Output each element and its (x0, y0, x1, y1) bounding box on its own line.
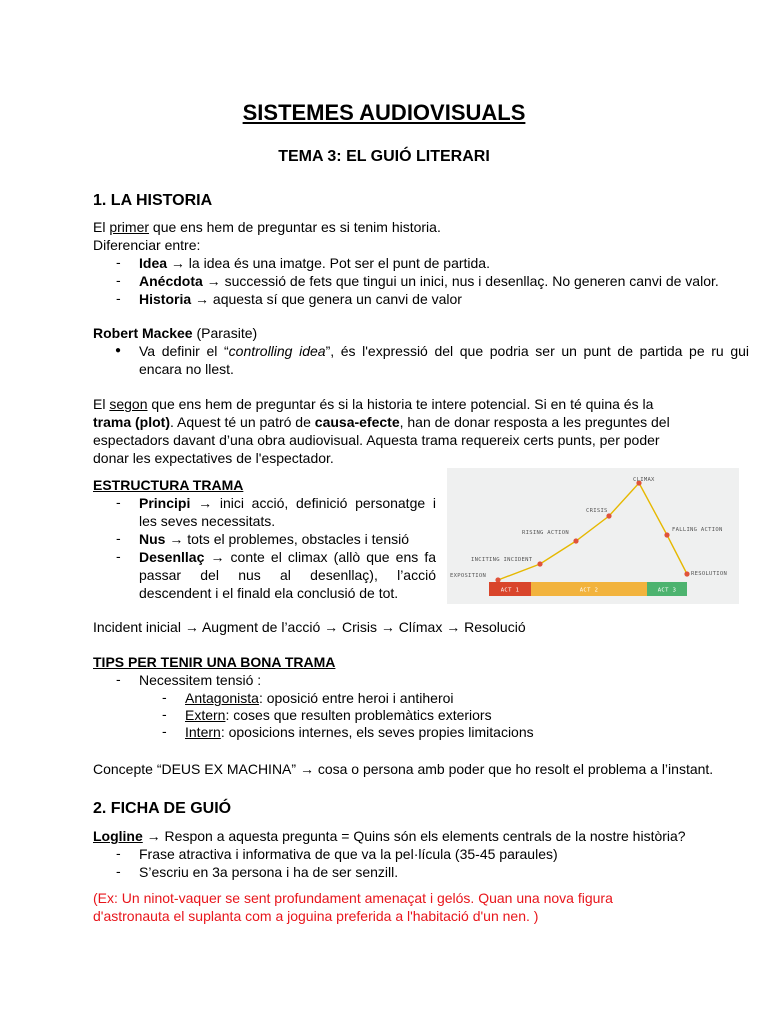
text-run: : oposició entre heroi i antiheroi (258, 690, 454, 706)
deus-ex-machina: Concepte “DEUS EX MACHINA” → cosa o persona amb poder que ho resolt el problema a l’instant. (93, 761, 714, 777)
plot-sequence: Incident inicial → Augment de l’acció → Crisis → Clímax → Resolució (93, 619, 526, 635)
text-run: → inici acció, definició personatge i (190, 495, 436, 511)
section-heading-ficha: 2. FICHA DE GUIÓ (93, 800, 232, 817)
example-line-2: d'astronauta el suplanta com a joguina preferida a l'habitació d'un nen. ) (93, 908, 539, 924)
text-run: Va definir el “ (139, 343, 229, 359)
dash-bullet: - (116, 863, 121, 879)
dash-bullet: - (162, 689, 167, 705)
dash-bullet: - (116, 290, 121, 306)
label-inciting-incident: INCITING INCIDENT (471, 557, 533, 563)
paragraph-segon-line-2 (93, 413, 670, 431)
text-run: → Respon a aquesta pregunta = Quins són els elements centrals de la nostre història? (142, 828, 686, 844)
dash-bullet: - (116, 254, 121, 270)
text-run: . Aquest té un patró de (170, 414, 315, 430)
bullet-dot: ● (115, 345, 122, 356)
estructura-principi-line-2: les seves necessitats. (139, 513, 276, 529)
dash-bullet: - (116, 530, 121, 546)
text-run: que ens hem de preguntar es si tenim historia. (149, 219, 441, 235)
list-item-anecdota (139, 272, 719, 290)
tips-item-tensio: Necessitem tensió : (139, 672, 262, 688)
logline-item-2: S’escriu en 3a persona i ha de ser senzill. (139, 864, 399, 880)
dash-bullet: - (116, 272, 121, 288)
text-underlined: primer (109, 219, 150, 235)
dash-bullet: - (116, 845, 121, 861)
term-underlined: Antagonista (185, 690, 259, 706)
document-subtitle: TEMA 3: EL GUIÓ LITERARI (278, 148, 490, 165)
paragraph-segon-line-4: donar les expectatives de l'espectador. (93, 450, 334, 466)
estructura-desenllac-line-2: passar del nus al desenllaç), l’acció (139, 567, 436, 583)
logline-item-1: Frase atractiva i informativa de que va la pel·lícula (35-45 paraules) (139, 846, 558, 862)
heading-estructura-trama: ESTRUCTURA TRAMA (93, 477, 244, 493)
label-rising-action: RISING ACTION (522, 530, 569, 536)
term: Logline (93, 828, 143, 844)
text-run: , han de donar resposta a les preguntes del (399, 414, 670, 430)
dash-bullet: - (116, 671, 121, 687)
label-falling-action: FALLING ACTION (672, 527, 723, 533)
term: causa-efecte (314, 414, 400, 430)
term: Desenllaç (139, 549, 205, 565)
plot-point-resolution (684, 571, 689, 576)
dash-bullet: - (162, 706, 167, 722)
label-resolution: RESOLUTION (691, 571, 728, 577)
term: Anécdota (139, 273, 203, 289)
section-heading-historia: 1. LA HISTORIA (93, 192, 213, 209)
text-run: → tots el problemes, obstacles i tensió (165, 531, 410, 547)
paragraph-segon-line-1 (93, 395, 653, 413)
text-run: → aquesta sí que genera un canvi de valor (191, 291, 462, 307)
dash-bullet: - (116, 548, 121, 564)
mackee-bullet-line-1 (139, 342, 749, 360)
plot-point-inciting-incident (537, 561, 542, 566)
paragraph-mackee (93, 324, 257, 342)
estructura-desenllac-line-3: descendent i el finald ela conclusió de tot. (139, 585, 399, 601)
term: Principi (139, 495, 191, 511)
term: Historia (139, 291, 192, 307)
text-run: → successió de fets que tingui un inici, nus i desenllaç. No generen canvi de valor. (202, 273, 719, 289)
text-run: : coses que resulten problemàtics exteriors (225, 707, 492, 723)
text-underlined: segon (109, 396, 148, 412)
text-run: → la idea és una imatge. Pot ser el punt de partida. (167, 255, 490, 271)
label-climax: CLIMAX (633, 477, 655, 483)
plot-point-exposition (495, 577, 500, 582)
term: Robert Mackee (93, 325, 193, 341)
plot-point-falling-action (664, 532, 669, 537)
paragraph-segon-line-3: espectadors davant d’una obra audiovisual. Aquesta trama requereix certs punts, per poder (93, 432, 660, 448)
term: trama (plot) (93, 414, 170, 430)
estructura-desenllac-line-1 (139, 548, 436, 566)
paragraph-diferenciar: Diferenciar entre: (93, 237, 201, 253)
act-1-label: ACT 1 (500, 587, 520, 594)
text-run: El (93, 396, 110, 412)
act-2-label: ACT 2 (579, 587, 599, 594)
text-run: (Parasite) (192, 325, 258, 341)
estructura-principi-line-1 (139, 494, 436, 512)
list-item-historia (139, 290, 462, 308)
tips-sub-antagonista (185, 689, 454, 707)
dash-bullet: - (116, 494, 121, 510)
plot-point-crisis (606, 513, 611, 518)
text-run: El (93, 219, 110, 235)
text-run: ”, és l'expressió del que podria ser un punt de partida pe ru gui (325, 343, 749, 359)
term-underlined: Extern (185, 707, 226, 723)
list-item-idea (139, 254, 490, 272)
plot-point-rising-action (573, 538, 578, 543)
tips-sub-extern (185, 706, 492, 724)
dash-bullet: - (162, 723, 167, 739)
estructura-nus (139, 530, 409, 548)
text-run: que ens hem de preguntar és si la historia te intere potencial. Si en té quina és la (147, 396, 654, 412)
text-run: → conte el climax (allò que ens fa (204, 549, 436, 565)
tips-sub-intern (185, 723, 534, 741)
text-italic: controlling idea (228, 343, 326, 359)
document-title: SISTEMES AUDIOVISUALS (242, 100, 526, 125)
term: Idea (139, 255, 168, 271)
text-run: : oposicions internes, els seves propies limitacions (220, 724, 534, 740)
term: Nus (139, 531, 166, 547)
heading-tips: TIPS PER TENIR UNA BONA TRAMA (93, 654, 336, 670)
mackee-bullet-line-2: encara no llest. (139, 361, 234, 377)
logline-line (93, 827, 686, 845)
example-line-1: (Ex: Un ninot-vaquer se sent profundament amenaçat i gelós. Quan una nova figura (93, 890, 613, 906)
term-underlined: Intern (185, 724, 221, 740)
plot-structure-svg (447, 468, 739, 604)
paragraph-primer (93, 218, 441, 236)
label-crisis: CRISIS (586, 508, 608, 514)
act-3-label: ACT 3 (657, 587, 677, 594)
plot-structure-diagram (447, 468, 739, 604)
label-exposition: EXPOSITION (450, 573, 487, 579)
